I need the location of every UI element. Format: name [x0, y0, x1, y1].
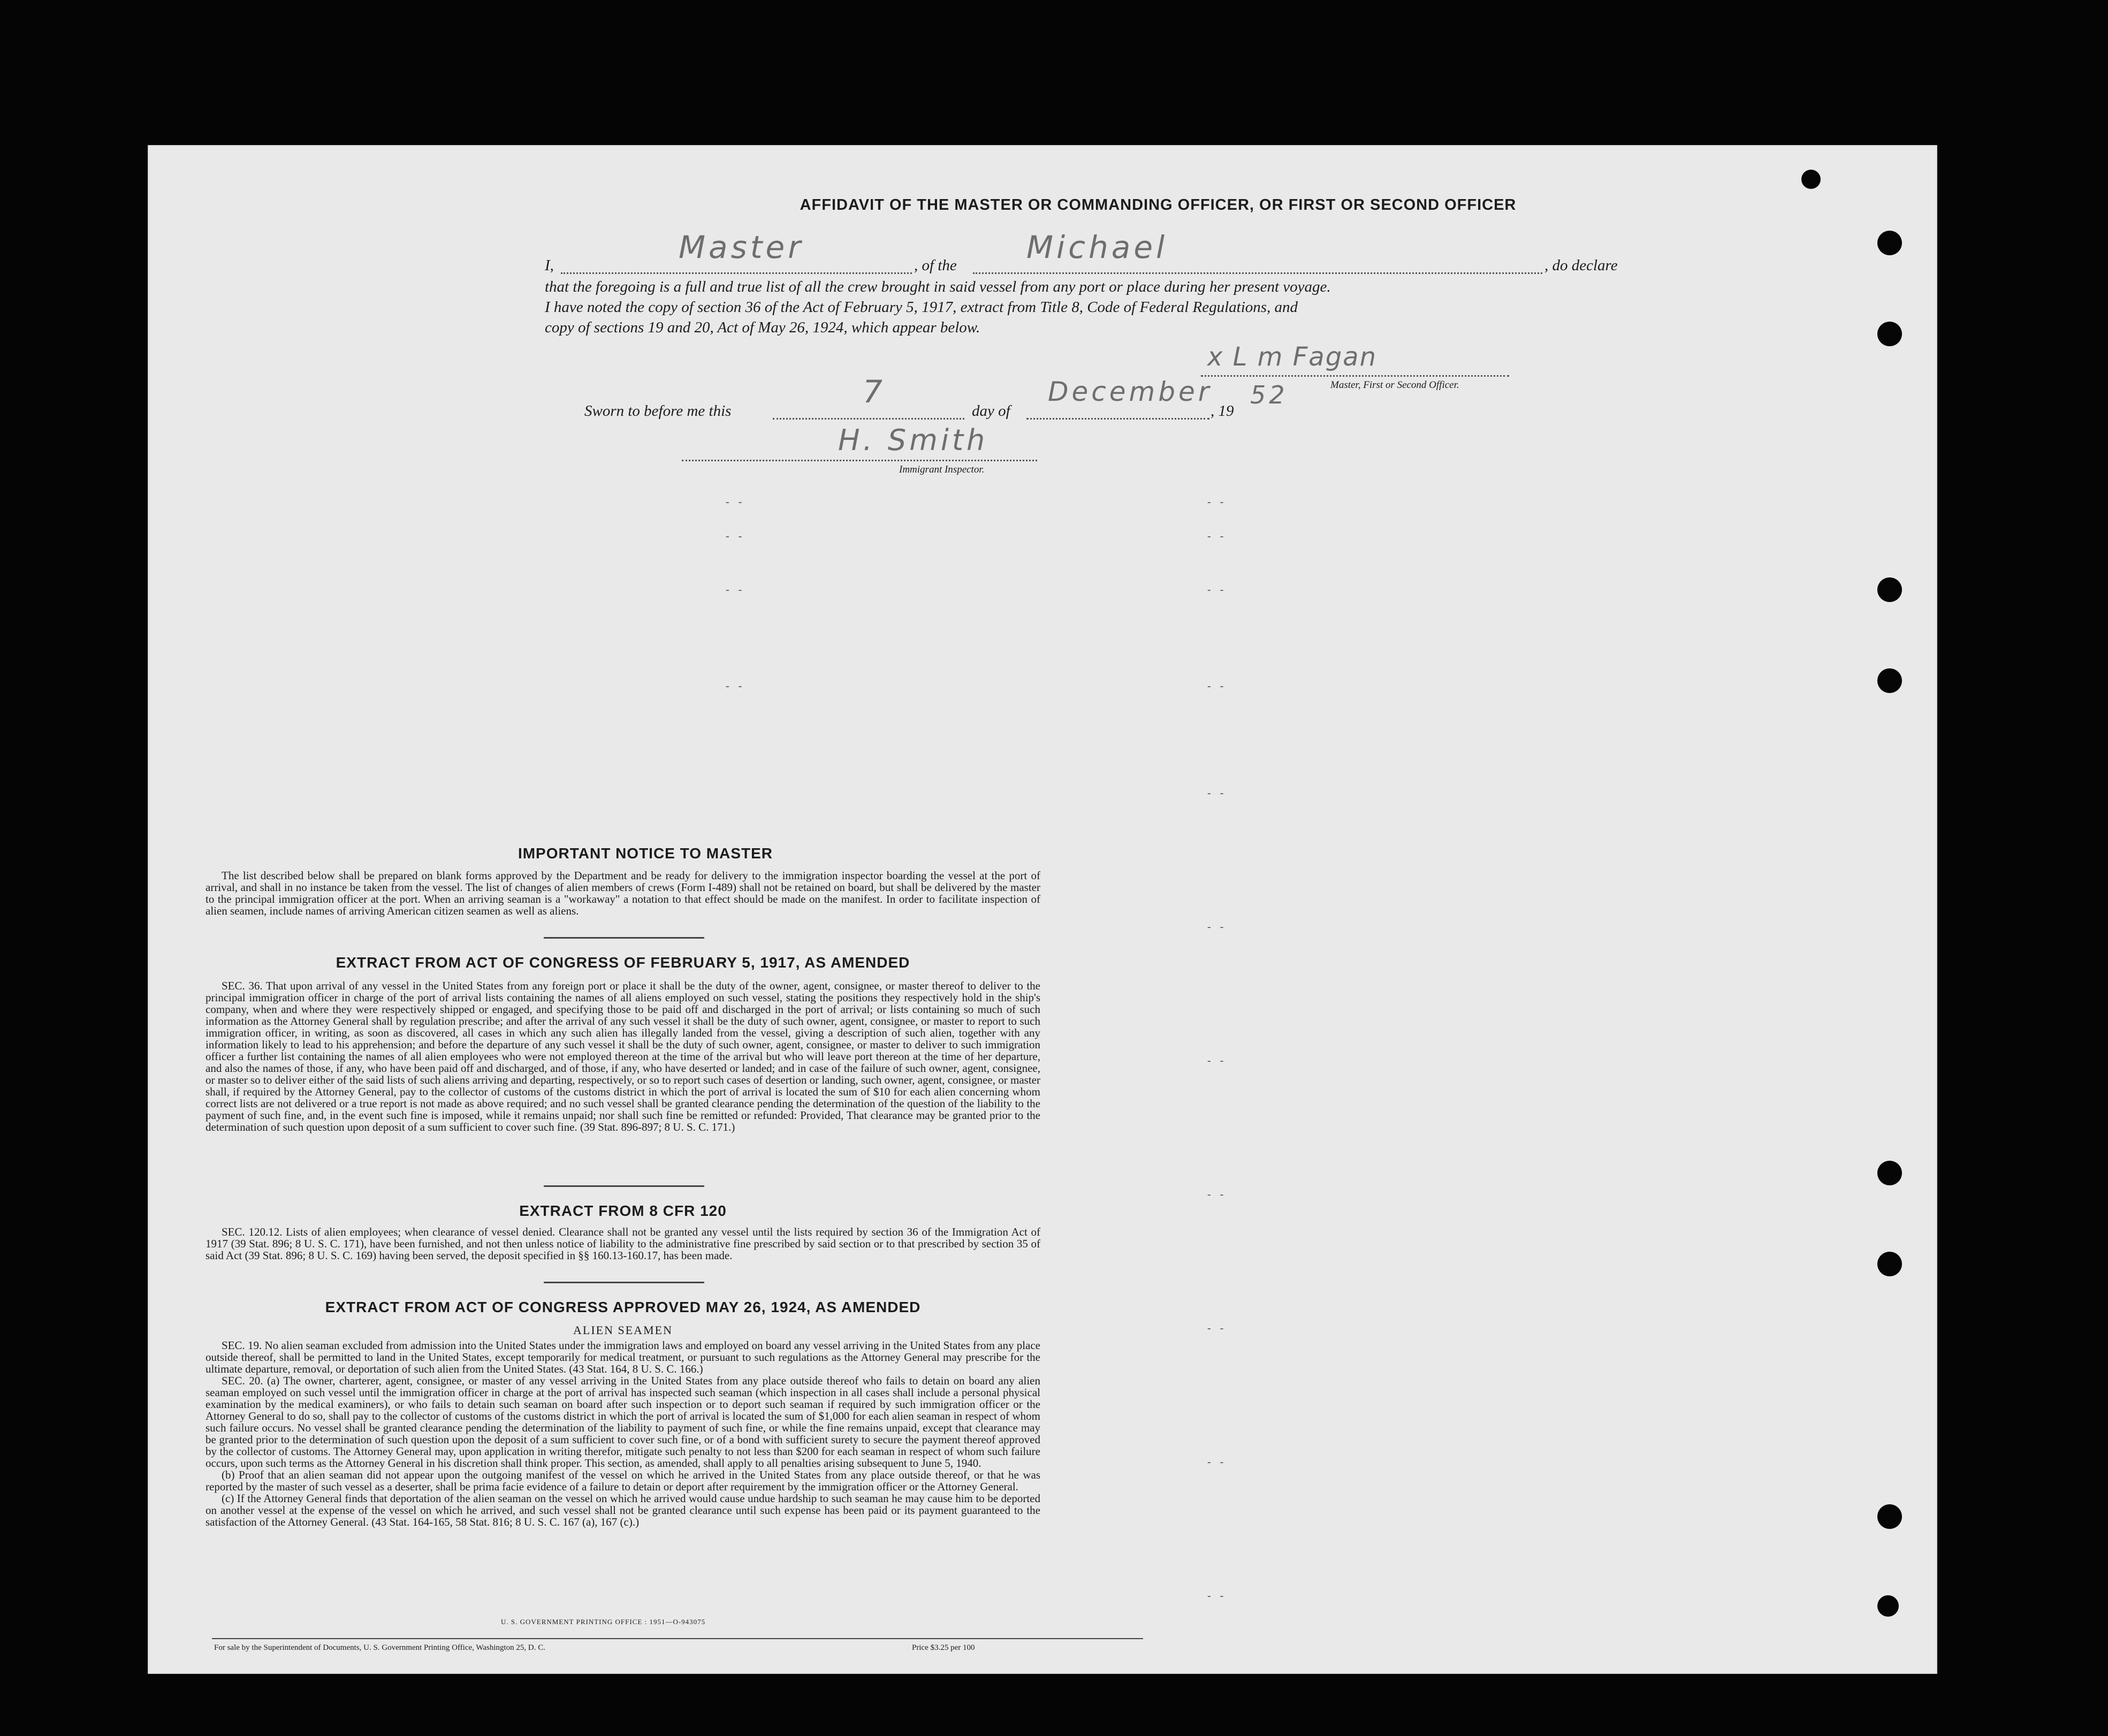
- extract-cfr-paragraph: SEC. 120.12. Lists of alien employees; when clearance of vessel denied. Clearance shall not be granted any vessel until the lists required by section 36 of the Immigration Act of 1917 (39 Stat. 896; 8 U. S. C. 171), have been furnished, and not then unless notice of liability to the administrative fine prescribed by said section or to that prescribed by section 35 of said Act (39 Stat. 896; 8 U. S. C. 169) having been served, the deposit specified in §§ 160.13-160.17, has been made.: [206, 1225, 1040, 1262]
- punch-hole: [1877, 231, 1902, 255]
- year-handwritten: 52: [1250, 380, 1288, 409]
- column-tick: - -: [1207, 1189, 1227, 1200]
- inspector-signature: H. Smith: [838, 423, 988, 457]
- column-tick: - -: [1207, 530, 1227, 542]
- punch-hole: [1877, 668, 1902, 693]
- do-declare-label: , do declare: [1544, 257, 1618, 274]
- extract-1924-paragraph: SEC. 20. (a) The owner, charterer, agent, consignee, or master of any vessel arriving in the United States from any place outside thereof who fails to detain on board any alien seaman employed on such vessel until the immigration officer in charge at the port of arrival has inspected such seaman (which inspection in all cases shall include a personal physical examination by the medical examiners), or who fails to detain such seaman on board after such inspection or to deport such seaman if required by such immigration officer or the Attorney General to do so, shall pay to the collector of customs of the customs district in which the port of arrival is located the sum of $1,000 for each alien seaman in respect of whom such failure occurs. No vessel shall be granted clearance pending the determination of the liability to payment of such fine, or while the fine remains unpaid, except that clearance may be granted prior to the determination of such question upon the deposit of a sum sufficient to cover such fine, or of a bond with sufficient surety to secure the payment thereof approved by the collector of customs. The Attorney General may, upon application in writing therefor, mitigate such penalty to not less than $200 for each seaman in respect of whom such failure occurs, upon such terms as the Attorney General in his discretion shall think proper. This section, as amended, shall apply to all penalties arising subsequent to June 5, 1940.: [206, 1374, 1040, 1469]
- punch-hole: [1801, 170, 1821, 189]
- extract-1924-paragraph: (c) If the Attorney General finds that deportation of the alien seaman on the vessel on which he arrived would cause undue hardship to such seaman he may cause him to be deported on another vessel at the expense of the vessel on which he arrived, and such vessel shall not be granted clearance until such expense has been paid or its payment guaranteed to the satisfaction of the Attorney General. (43 Stat. 164-165, 58 Stat. 816; 8 U. S. C. 167 (a), 167 (c).): [206, 1492, 1040, 1528]
- footer-rule: [212, 1638, 1143, 1639]
- declaration-line: I have noted the copy of section 36 of the Act of February 5, 1917, extract from Title 8, Code of Federal Regulations, and: [545, 299, 1298, 316]
- declaration-line-1: [545, 229, 1695, 277]
- punch-hole: [1877, 1252, 1902, 1276]
- column-tick: - -: [1207, 496, 1227, 508]
- declaration-body: [545, 277, 1695, 338]
- extract-1924-subheading: ALIEN SEAMEN: [573, 1323, 673, 1337]
- i-label: I,: [545, 257, 554, 274]
- column-tick: - -: [1207, 1456, 1227, 1468]
- column-tick: - -: [1207, 1590, 1227, 1602]
- punch-hole: [1877, 322, 1902, 346]
- declaration-line: copy of sections 19 and 20, Act of May 26, 1924, which appear below.: [545, 319, 980, 336]
- month-handwritten: December: [1048, 376, 1213, 407]
- punch-hole: [1877, 1595, 1899, 1617]
- affidavit-title: AFFIDAVIT OF THE MASTER OR COMMANDING OFFICER, OR FIRST OR SECOND OFFICER: [800, 196, 1517, 214]
- column-tick: - -: [1207, 921, 1227, 933]
- column-tick: - -: [1207, 680, 1227, 692]
- for-sale-line: For sale by the Superintendent of Documents, U. S. Government Printing Office, Washington 25, D. C.: [214, 1643, 545, 1652]
- column-tick: - -: [1207, 1322, 1227, 1334]
- extract-1917-heading: EXTRACT FROM ACT OF CONGRESS OF FEBRUARY 5, 1917, AS AMENDED: [336, 954, 910, 971]
- extract-1924-text: [206, 1339, 1040, 1528]
- officer-caption: Master, First or Second Officer.: [1330, 379, 1459, 391]
- extract-1924-heading: EXTRACT FROM ACT OF CONGRESS APPROVED MAY 26, 1924, AS AMENDED: [325, 1299, 921, 1315]
- section-divider: [544, 1185, 704, 1187]
- sworn-label: Sworn to before me this: [584, 402, 732, 420]
- punch-hole: [1877, 1161, 1902, 1185]
- extract-cfr-text: [206, 1226, 1040, 1261]
- document-sheet: [148, 145, 1937, 1674]
- extract-1917-text: [206, 980, 1040, 1133]
- column-tick: - -: [1207, 787, 1227, 799]
- extract-1924-paragraph: SEC. 19. No alien seaman excluded from admission into the United States under the immigration laws and employed on board any vessel arriving in the United States from any place outside thereof, shall be permitted to land in the United States, except temporarily for medical treatment, or pursuant to such regulations as the Attorney General may prescribe for the ultimate departure, removal, or deportation of such alien from the United States. (43 Stat. 164, 8 U. S. C. 166.): [206, 1339, 1040, 1375]
- officer-signature-line: [1201, 374, 1509, 377]
- column-tick: - -: [726, 496, 745, 508]
- printing-office-line: U. S. GOVERNMENT PRINTING OFFICE : 1951—O-943075: [501, 1618, 706, 1626]
- extract-cfr-heading: EXTRACT FROM 8 CFR 120: [519, 1202, 727, 1219]
- column-tick: - -: [726, 530, 745, 542]
- day-of-label: day of: [972, 402, 1010, 420]
- column-tick: - -: [1207, 584, 1227, 596]
- punch-hole: [1877, 1504, 1902, 1529]
- of-the-label: , of the: [914, 257, 957, 274]
- section-divider: [544, 937, 704, 939]
- year-prefix: , 19: [1211, 402, 1234, 420]
- officer-name-handwritten: Master: [679, 229, 804, 265]
- notice-heading: IMPORTANT NOTICE TO MASTER: [518, 845, 773, 862]
- extract-1924-paragraph: (b) Proof that an alien seaman did not appear upon the outgoing manifest of the vessel on which he arrived in the United States from any place outside thereof, or that he was reported by the master of such vessel as a deserter, shall be prima facie evidence of a failure to detain or deport after requirement by the immigration officer or the Attorney General.: [206, 1468, 1040, 1493]
- section-divider: [544, 1282, 704, 1283]
- inspector-caption: Immigrant Inspector.: [899, 464, 985, 475]
- extract-1917-paragraph: SEC. 36. That upon arrival of any vessel in the United States from any foreign port or place it shall be the duty of the owner, agent, consignee, or master thereof to deliver to the principal immigration officer in charge of the port of arrival lists containing the names of all aliens employed on such vessel, stating the positions they respectively hold in the ship's company, when and where they were respectively shipped or engaged, and specifying those to be paid off and discharged in the port of arrival; or lists containing so much of such information as the Attorney General shall by regulation prescribe; and after the arrival of any such vessel it shall be the duty of such owner, agent, consignee, or master to report to such immigration officer, in writing, as soon as discovered, all cases in which any such alien has illegally landed from the vessel, giving a description of such alien, together with any information likely to lead to his apprehension; and before the departure of any such vessel it shall be the duty of such owner, agent, consignee, or master to deliver to such immigration officer a further list containing the names of all alien employees who were not employed thereon at the time of the arrival but who will leave port thereon at the time of her departure, and also the names of those, if any, who have been paid off and discharged, and of those, if any, who have deserted or landed; and in case of the failure of such owner, agent, consignee, or master so to deliver either of the said lists of such aliens arriving and departing, respectively, or so to report such cases of desertion or landing, such owner, agent, consignee, or master shall, if required by the Attorney General, pay to the collector of customs of the customs district in which the port of arrival is located the sum of $10 for each alien concerning whom correct lists are not delivered or a true report is not made as above required; and no such vessel shall be granted clearance pending the determination of the question of the liability to the payment of such fine, and, in the event such fine is imposed, while it remains unpaid; nor shall such fine be remitted or refunded: Provided, That clearance may be granted prior to the determination of such question upon deposit of a sum sufficient to cover such fine. (39 Stat. 896-897; 8 U. S. C. 171.): [206, 979, 1040, 1133]
- declaration-line: that the foregoing is a full and true list of all the crew brought in said vessel from any port or place during her present voyage.: [545, 278, 1331, 295]
- notice-paragraph: The list described below shall be prepared on blank forms approved by the Department and be ready for delivery to the immigration inspector boarding the vessel at the port of arrival, and shall in no instance be taken from the vessel. The list of changes of alien members of crews (Form I-489) shall not be retained on board, but shall be delivered by the master to the principal immigration officer at the port. When an arriving seaman is a "workaway" a notation to that effect should be made on the manifest. In order to facilitate inspection of alien seamen, include names of arriving American citizen seamen as well as aliens.: [206, 869, 1040, 917]
- column-tick: - -: [726, 584, 745, 596]
- vessel-name-handwritten: Michael: [1026, 229, 1168, 265]
- officer-signature: x L m Fagan: [1207, 342, 1378, 372]
- day-handwritten: 7: [863, 374, 886, 410]
- punch-hole: [1877, 577, 1902, 602]
- inspector-signature-line: [682, 459, 1037, 461]
- price-line: Price $3.25 per 100: [912, 1643, 975, 1652]
- column-tick: - -: [1207, 1055, 1227, 1067]
- column-tick: - -: [726, 680, 745, 692]
- notice-text: [206, 870, 1040, 917]
